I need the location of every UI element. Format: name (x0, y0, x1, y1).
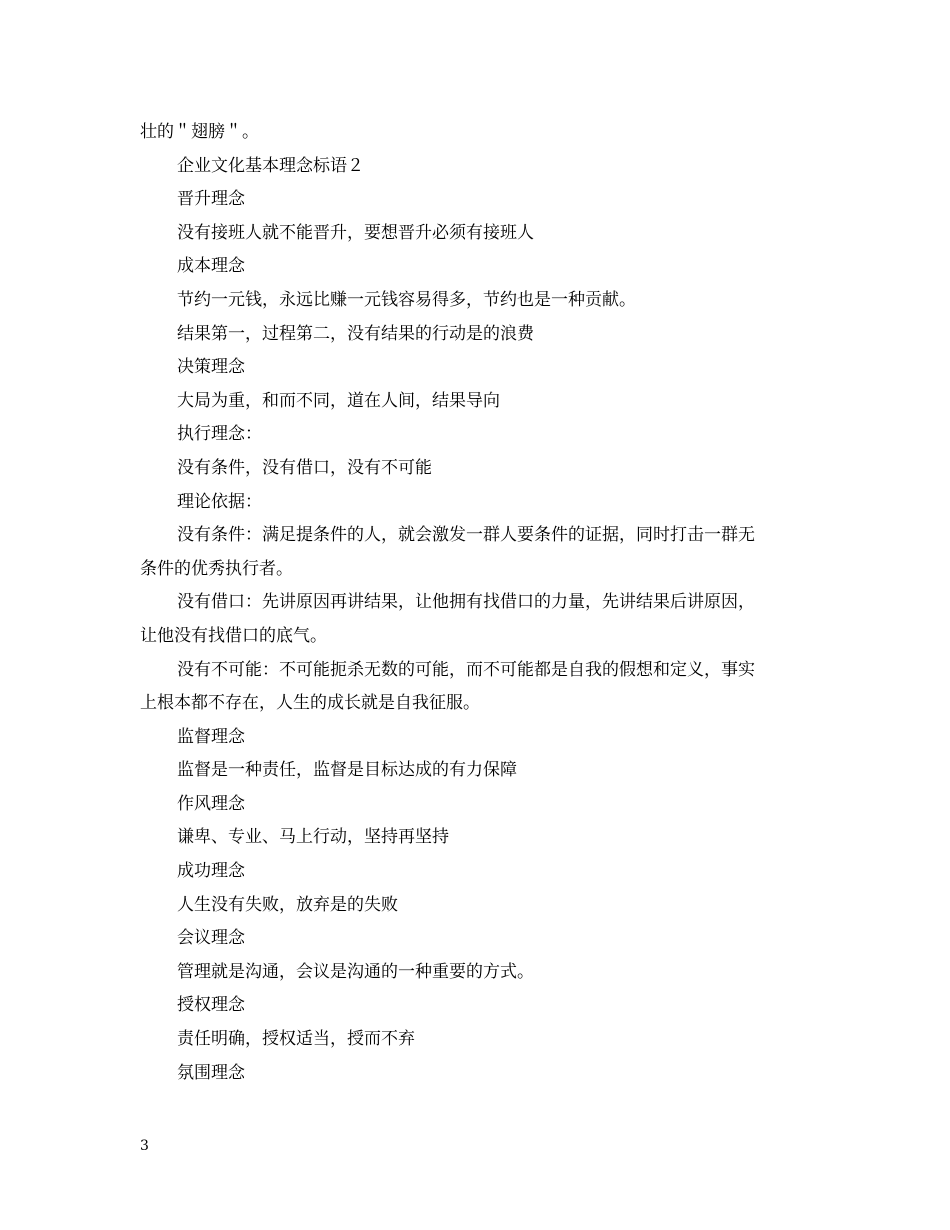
paragraph-first-line: 没有借口：先讲原因再讲结果，让他拥有找借口的力量，先讲结果后讲原因， (177, 592, 755, 613)
concept-heading: 会议理念 (177, 928, 245, 949)
paragraph (140, 519, 812, 586)
paragraph (140, 586, 812, 653)
concept-heading: 监督理念 (177, 726, 245, 747)
concept-slogan: 大局为重，和而不同，道在人间，结果导向 (177, 390, 500, 411)
concept-heading: 执行理念： (177, 424, 262, 445)
text-line: 壮的＂翅膀＂。 (140, 122, 259, 142)
concept-slogan: 节约一元钱，永远比赚一元钱容易得多，节约也是一种贡献。 (177, 289, 636, 310)
paragraph-continuation: 条件的优秀执行者。 (140, 558, 293, 579)
paragraph (140, 654, 812, 721)
concept-heading: 成本理念 (177, 256, 245, 277)
concept-slogan: 人生没有失败，放弃是的失败 (177, 894, 398, 915)
concept-heading: 决策理念 (177, 357, 245, 378)
concept-heading: 授权理念 (177, 995, 245, 1016)
concept-slogan: 谦卑、专业、马上行动，坚持再坚持 (177, 827, 449, 848)
concept-heading: 作风理念 (177, 793, 245, 814)
paragraph-first-line: 没有不可能：不可能扼杀无数的可能，而不可能都是自我的假想和定义，事实 (177, 659, 755, 680)
section-title: 企业文化基本理念标语２ (177, 155, 364, 176)
document-body (140, 116, 812, 1090)
page-number: 3 (140, 1138, 149, 1154)
concept-slogan: 监督是一种责任，监督是目标达成的有力保障 (177, 760, 517, 781)
concept-heading: 晋升理念 (177, 189, 245, 210)
concept-slogan: 没有接班人就不能晋升，要想晋升必须有接班人 (177, 222, 534, 243)
concept-slogan: 责任明确，授权适当，授而不弃 (177, 1029, 415, 1050)
concept-slogan: 结果第一，过程第二，没有结果的行动是的浪费 (177, 323, 534, 344)
concept-heading: 成功理念 (177, 861, 245, 882)
paragraph-continuation: 上根本都不存在，人生的成长就是自我征服。 (140, 693, 480, 714)
paragraph-continuation: 让他没有找借口的底气。 (140, 625, 327, 646)
concept-slogan: 管理就是沟通，会议是沟通的一种重要的方式。 (177, 961, 534, 982)
concept-slogan: 没有条件，没有借口，没有不可能 (177, 457, 432, 478)
concept-heading: 理论依据： (177, 491, 262, 512)
concept-heading: 氛围理念 (177, 1062, 245, 1083)
paragraph-first-line: 没有条件：满足提条件的人，就会激发一群人要条件的证据，同时打击一群无 (177, 525, 755, 546)
